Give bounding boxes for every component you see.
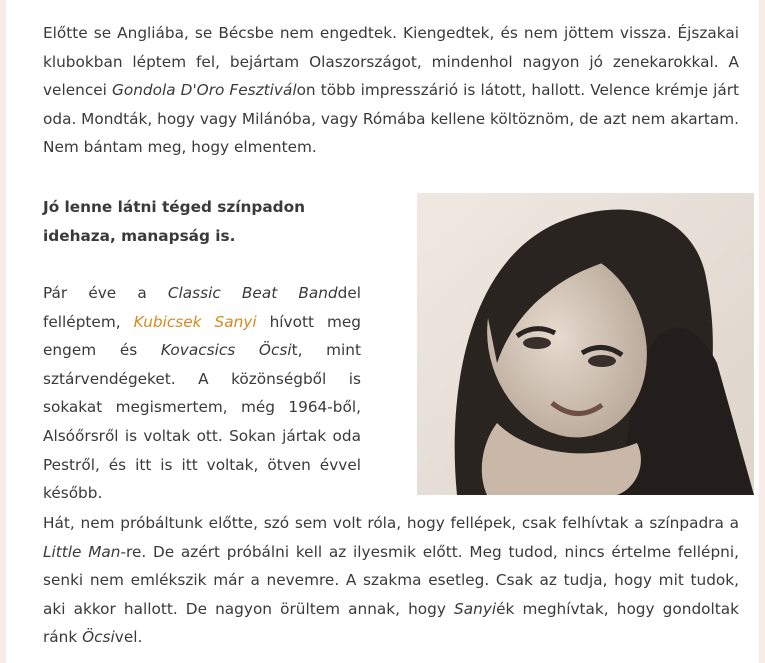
text-span: Hát, nem próbáltunk előtte, szó sem volt róla, hogy fellépek, csak felhívtak a színpadra a: [43, 514, 739, 532]
paragraph-2: [43, 279, 361, 508]
paragraph-1: [43, 19, 739, 162]
kubicsek-sanyi-link[interactable]: Kubicsek Sanyi: [133, 312, 257, 331]
person-name: Sanyi: [454, 599, 497, 618]
portrait-photo: [417, 193, 754, 495]
venue-name: Little Man: [43, 542, 121, 561]
text-span: -re. De azért próbálni kell az ilyesmik előtt. Meg tudod, nincs értelme fellépni, senki nem emlékszik már a nevemre. A szakma esetleg. Csak az tudja, hogy mit tudok, aki akkor hallott. De nagyon örültem annak, hogy: [43, 542, 739, 618]
text-span: hívott meg engem és: [43, 312, 361, 360]
paragraph-3: [43, 509, 739, 652]
interview-question: Jó lenne látni téged színpadon idehaza, manapság is.: [43, 198, 306, 245]
text-span: on több impresszárió is látott, hallott. Velence krémje járt oda. Mondták, hogy vagy Milánóba, vagy Rómába kellene költöznöm, de azt nem akartam. Nem bántam meg, hogy elmentem.: [43, 81, 739, 157]
person-name: Öcsi: [82, 628, 115, 647]
festival-name: Gondola D'Oro Fesztivál: [111, 81, 297, 100]
text-span: vel.: [114, 628, 143, 647]
person-name: Kovacsics Öcsi: [160, 341, 292, 360]
text-span: t, mint sztárvendégeket. A közönségből is sokakat megismertem, még 1964-ből, Alsóőrsről is voltak ott. Sokan jártak oda Pestről, és itt is itt voltak, ötven évvel később.: [43, 341, 361, 503]
band-name: Classic Beat Band: [167, 284, 338, 302]
text-span: ék meghívtak, hogy gondoltak ránk: [43, 599, 739, 647]
text-span: Pár éve a: [43, 284, 168, 302]
text-span: Előtte se Angliába, se Bécsbe nem engedtek. Kiengedtek, és nem jöttem vissza. Éjszakai klubokban léptem fel, bejártam Olaszországot, mindenhol nagyon jó zenekarokkal. A velencei: [43, 24, 739, 100]
text-span: del felléptem,: [43, 284, 361, 331]
portrait-image: [417, 193, 754, 495]
